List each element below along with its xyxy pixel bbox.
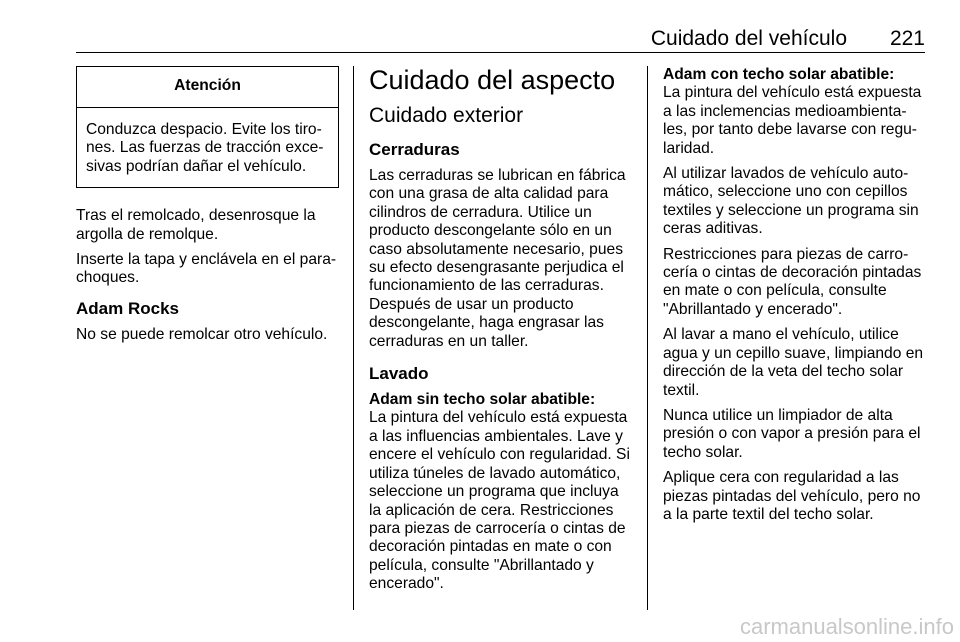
subheading: Adam con techo solar abatible: xyxy=(663,66,895,83)
paragraph: Al lavar a mano el vehículo, utilice agua y un cepillo suave, limpiando en dirección de la veta del techo solar textil. xyxy=(663,326,924,399)
paragraph: No se puede remolcar otro vehículo. xyxy=(76,325,328,343)
subheading: Adam sin techo solar abatible: xyxy=(369,391,596,409)
warning-notice xyxy=(76,66,339,188)
page-title: Cuidado del vehículo xyxy=(650,27,847,50)
page-header xyxy=(76,26,925,53)
chapter-heading: Cuidado del aspecto xyxy=(369,65,616,95)
notice-text: Conduzca despacio. Evite los tiro- nes. Las fuerzas de tracción exce- sivas podrían dañar el vehículo. xyxy=(86,121,324,175)
section-heading: Cuidado exterior xyxy=(369,104,524,127)
subsection-heading: Cerraduras xyxy=(369,140,460,159)
column-right xyxy=(663,66,925,531)
notice-title: Atención xyxy=(77,67,338,108)
column-divider xyxy=(353,66,354,610)
page-number: 221 xyxy=(889,27,925,50)
subsection-heading: Lavado xyxy=(369,364,429,384)
paragraph: Las cerraduras se lubrican en fábrica con una grasa de alta calidad para cilindros de cerradura. Utilice un producto descongelante sólo en un caso absolutamente necesario, pues su efecto desengrasante perjudica el funcionamiento de las cerraduras. Después de usar un producto descongelante, haga engrasar las cerraduras en un taller. xyxy=(369,167,626,350)
paragraph: Nunca utilice un limpiador de alta presión o con vapor a presión para el techo solar. xyxy=(663,406,921,461)
column-left xyxy=(76,66,339,351)
paragraph: Al utilizar lavados de vehículo auto- mático, seleccione uno con cepillos textiles y seleccione un programa sin ceras aditivas. xyxy=(663,165,919,238)
watermark: carmanualsonline.info xyxy=(739,614,954,639)
paragraph: Inserte la tapa y enclávela en el para- choques. xyxy=(76,251,337,287)
paragraph: Aplique cera con regularidad a las piezas pintadas del vehículo, pero no a la parte textil del techo solar. xyxy=(663,469,921,523)
column-middle xyxy=(369,64,634,601)
column-divider xyxy=(647,66,648,610)
paragraph: La pintura del vehículo está expuesta a las influencias ambientales. Lave y encere el vehículo con regularidad. Si utiliza túneles de lavado automático, seleccione un programa que incluya la aplicación de cera. Restricciones para piezas de carrocería o cintas de decoración pintadas en mate o con película, consulte "Abrillantado y encerado". xyxy=(369,409,630,593)
section-heading: Adam Rocks xyxy=(76,298,179,318)
paragraph: La pintura del vehículo está expuesta a las inclemencias medioambienta- les, por tanto debe lavarse con regu- laridad. xyxy=(663,84,922,157)
paragraph: Tras el remolcado, desenrosque la argolla de remolque. xyxy=(76,207,316,243)
paragraph: Restricciones para piezas de carro- cería o cintas de decoración pintadas en mate o con película, consulte "Abrillantado y encerado". xyxy=(663,245,922,318)
